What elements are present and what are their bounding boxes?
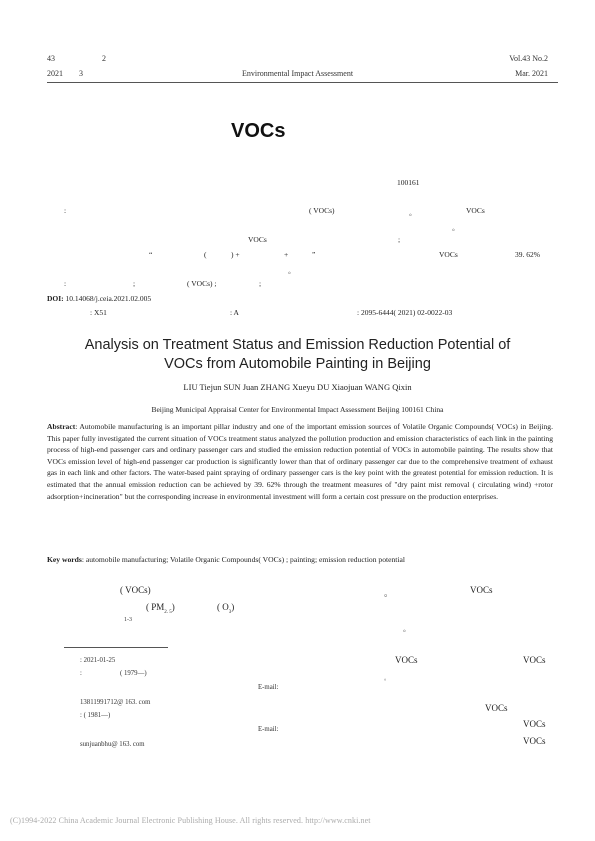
abstract-text: : Automobile manufacturing is an important pillar industry and one of the important emission sources of Volatile Organic Compounds( VOCs) in Beijing. This paper fully investigated the current situation of VOCs treatment status analyzed the pollution production and emission characteristics of each link in the painting process of high-end passenger cars and ordinary passenger cars and studied the emission reduction potential of VOCs in automobile painting. The results show that VOCs emission level of high-end passenger car production is significantly lower than that of ordinary passenger car due to the comprehensive treatment of exhaust gas in each link and other factors. The water-based paint spraying of ordinary passenger cars is the key point with the greatest potential for emission reduction. It is estimated that the annual emission reduction can be achieved by 39. 62% through the treatment measures of "dry paint mist removal ( circulating wind) +rotor adsorption+incineration" but the corresponding increase in environmental investment will form a certain cost pressure on the production enterprises. [47, 422, 553, 501]
body-dot: 。 [403, 624, 411, 633]
body-pm25 [146, 602, 175, 615]
header-journal: Environmental Impact Assessment [241, 69, 354, 78]
cn-abstract-percent: 39. 62% [515, 250, 540, 259]
header-volume: 43 [47, 54, 55, 63]
author2-birth: : ( 1981—) [80, 712, 111, 719]
o3-text: ( O [217, 602, 229, 612]
cn-abstract-vocs: VOCs [439, 250, 458, 259]
header-issue: 2 [102, 54, 106, 63]
right-vocs: VOCs [523, 736, 546, 746]
right-vocs: VOCs [485, 703, 508, 713]
english-keywords [47, 555, 405, 564]
pm-subscript: 2. 5 [164, 609, 172, 615]
english-authors: LIU Tiejun SUN Juan ZHANG Xueyu DU Xiaojuan WANG Qixin [183, 382, 412, 392]
english-affiliation: Beijing Municipal Appraisal Center for Environmental Impact Assessment Beijing 100161 China [151, 405, 444, 414]
cn-abstract-paren: ( [204, 250, 207, 259]
footnote-rule [64, 647, 168, 648]
cn-abstract-vocs: VOCs [248, 235, 267, 244]
pm-close: ) [171, 602, 175, 612]
doi-label: DOI: [47, 294, 64, 303]
abstract-label: Abstract [47, 422, 76, 431]
reference-mark: 1-3 [124, 617, 132, 623]
pm-text: ( PM [146, 602, 165, 612]
email2-label: E-mail: [258, 726, 279, 733]
article-number: : 2095-6444( 2021) 02-0022-03 [357, 308, 453, 317]
header-date: Mar. 2021 [515, 69, 548, 78]
header-month: 3 [79, 69, 83, 78]
cn-abstract-colon: : [64, 206, 67, 215]
cn-keywords-semicolon: ; [259, 279, 262, 288]
cn-abstract-paren: ) + [231, 250, 240, 259]
author1-birth: ( 1979—) [120, 670, 147, 677]
chinese-title: VOCs [231, 120, 286, 142]
o3-subscript: 3 [228, 609, 232, 615]
cn-abstract-plus: + [284, 250, 289, 259]
cn-abstract-dot: 。 [452, 223, 460, 232]
keywords-label: Key words [47, 555, 82, 564]
cn-abstract-quote: ” [312, 250, 316, 259]
o3-close: ) [231, 602, 235, 612]
right-vocs: VOCs [395, 655, 418, 665]
cn-keywords-semicolon: ; [133, 279, 136, 288]
english-title-line-2: VOCs from Automobile Painting in Beijing [164, 356, 431, 372]
right-dot: 。 [384, 676, 391, 682]
cn-abstract-dot: 。 [288, 266, 296, 275]
body-vocs: VOCs [470, 585, 493, 595]
body-vocs-term: ( VOCs) [120, 585, 151, 595]
doi-value: 10.14068/j.ceia.2021.02.005 [65, 294, 152, 303]
email2: sunjuanbhu@ 163. com [80, 741, 145, 748]
header-rule [47, 82, 558, 83]
cn-abstract-vocs: VOCs [466, 206, 485, 215]
english-abstract [47, 421, 553, 502]
received-date: : 2021-01-25 [80, 657, 116, 664]
cn-abstract-quote: “ [149, 250, 153, 259]
cn-keywords-vocs: ( VOCs) ; [187, 279, 217, 288]
email1-label: E-mail: [258, 684, 279, 691]
email1: 13811991712@ 163. com [80, 699, 151, 706]
cn-abstract-vocs: ( VOCs) [309, 206, 335, 215]
body-dot: 。 [384, 588, 394, 598]
postcode: 100161 [397, 178, 420, 187]
body-o3 [217, 602, 234, 615]
cn-abstract-dot: 。 [409, 208, 417, 217]
copyright-footer: (C)1994-2022 China Academic Journal Electronic Publishing House. All rights reserved. http://www.cnki.net [10, 816, 371, 825]
doi-row [47, 294, 151, 303]
author1-colon: : [80, 670, 82, 677]
right-vocs: VOCs [523, 719, 546, 729]
english-title-line-1: Analysis on Treatment Status and Emission Reduction Potential of [84, 337, 511, 353]
cn-abstract-semicolon: ; [398, 235, 401, 244]
right-vocs: VOCs [523, 655, 546, 665]
header-vol-issue: Vol.43 No.2 [509, 54, 548, 63]
cn-keywords-colon: : [64, 279, 67, 288]
header-year: 2021 [47, 69, 63, 78]
keywords-text: : automobile manufacturing; Volatile Organic Compounds( VOCs) ; painting; emission reduction potential [81, 555, 405, 564]
document-code: : A [230, 308, 239, 317]
clc-number: : X51 [90, 308, 107, 317]
